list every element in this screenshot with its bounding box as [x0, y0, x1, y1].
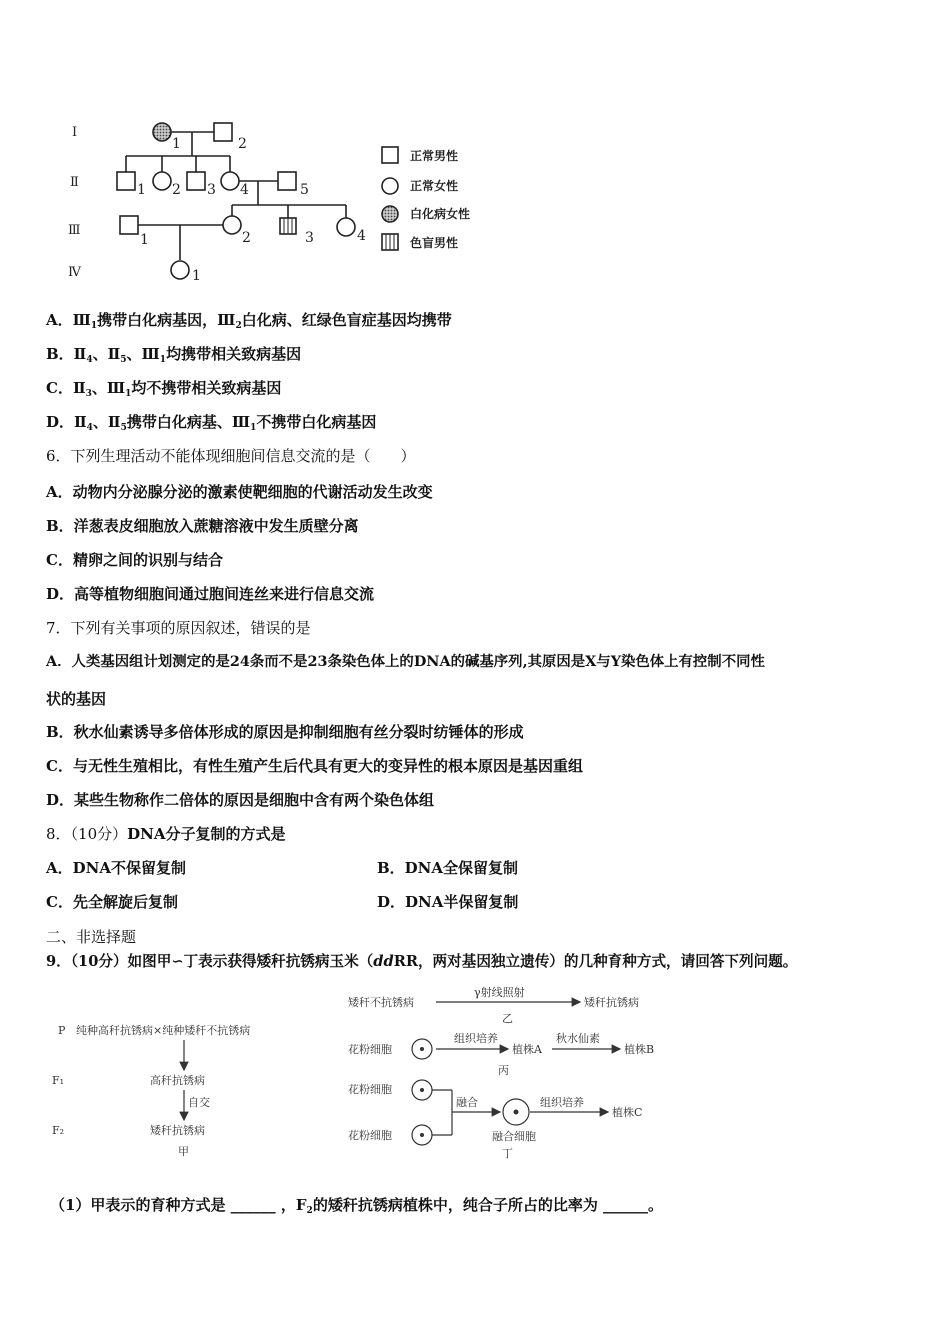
q9-stem: 9．（10分）如图甲∽丁表示获得矮秆抗锈病玉米（ddRR，两对基因独立遗传）的几种育种方式，请回答下列问题。	[46, 953, 798, 970]
bing-method2: 秋水仙素	[556, 1032, 600, 1045]
ding-plant-c: 植株C	[612, 1106, 643, 1119]
yi-method: γ射线照射	[474, 986, 525, 999]
breeding-diagram	[46, 982, 686, 1167]
jia-name: 甲	[178, 1145, 189, 1158]
generation-label-3: Ⅲ	[68, 223, 81, 238]
num-II2: 2	[172, 182, 181, 198]
male-I2	[214, 123, 232, 141]
ding-fused-cell: 融合细胞	[492, 1130, 536, 1143]
jia-p-cross: 纯种高秆抗锈病×纯种矮秆不抗锈病	[76, 1024, 251, 1037]
q8-option-a: A．DNA不保留复制	[46, 859, 186, 877]
bing-plant-b: 植株B	[624, 1043, 655, 1056]
bing-cell: 花粉细胞	[348, 1043, 392, 1056]
section-heading: 二、非选择题	[46, 928, 137, 946]
q5-option-c: C．$Ⅱ_3$、$Ⅲ_1$均不携带相关致病基因	[46, 379, 282, 399]
albino-female-I1	[153, 123, 171, 141]
bing-name: 丙	[498, 1064, 509, 1077]
q7-option-b: B．秋水仙素诱导多倍体形成的原因是抑制细胞有丝分裂时纺锤体的形成	[46, 723, 524, 741]
female-II4	[221, 172, 239, 190]
num-III1: 1	[140, 232, 149, 248]
q8-option-b: B．DNA全保留复制	[377, 859, 519, 877]
jia-f2: 矮秆抗锈病	[150, 1124, 205, 1137]
q6-option-c: C．精卵之间的识别与结合	[46, 551, 223, 569]
bing-plant-a: 植株A	[512, 1043, 542, 1056]
num-IV1: 1	[192, 268, 201, 284]
male-III1	[120, 216, 138, 234]
num-III2: 2	[242, 230, 251, 246]
jia-f1-label: F₁	[52, 1074, 65, 1087]
female-III2	[223, 216, 241, 234]
legend-male-symbol	[382, 147, 398, 163]
num-II4: 4	[240, 182, 249, 198]
num-III3: 3	[305, 230, 314, 246]
num-I2: 2	[238, 136, 247, 152]
bing-method1: 组织培养	[454, 1032, 498, 1045]
num-III4: 4	[357, 228, 366, 244]
ding-cell1: 花粉细胞	[348, 1083, 392, 1096]
q6-option-d: D．高等植物细胞间通过胞间连丝来进行信息交流	[46, 585, 375, 603]
num-II3: 3	[207, 182, 216, 198]
yi-from: 矮秆不抗锈病	[348, 996, 414, 1009]
ding-fuse: 融合	[456, 1096, 478, 1109]
q6-option-a: A．动物内分泌腺分泌的激素使靶细胞的代谢活动发生改变	[46, 483, 433, 501]
num-I1: 1	[172, 136, 181, 152]
num-II1: 1	[137, 182, 146, 198]
jia-p-label: P	[58, 1024, 66, 1037]
female-II2	[153, 172, 171, 190]
legend-female-symbol	[382, 178, 398, 194]
male-II1	[117, 172, 135, 190]
pedigree-chart	[60, 110, 500, 290]
generation-label-4: Ⅳ	[68, 265, 81, 280]
q7-stem: 7．下列有关事项的原因叙述，错误的是	[46, 619, 311, 637]
female-III4	[337, 218, 355, 236]
female-IV1	[171, 261, 189, 279]
male-II5	[278, 172, 296, 190]
legend-albino-female-symbol	[382, 206, 398, 222]
q7-option-c: C．与无性生殖相比，有性生殖产生后代具有更大的变异性的根本原因是基因重组	[46, 757, 583, 775]
q8-option-c: C．先全解旋后复制	[46, 893, 178, 911]
q7-option-a: A．人类基因组计划测定的是24条而不是23条染色体上的DNA的碱基序列,其原因是X与Y染色体上有控制不同性	[46, 653, 765, 670]
q5-option-d: D．$Ⅱ_4$、$Ⅱ_5$携带白化病基、$Ⅲ_1$不携带白化病基因	[46, 413, 377, 433]
q9-sub1: （1）甲表示的育种方式是 ______ ，$F_2$的矮秆抗锈病植株中，纯合子所占的比率为 ______。	[50, 1196, 664, 1216]
q6-stem: 6．下列生理活动不能体现细胞间信息交流的是（ ）	[46, 447, 416, 465]
generation-label-2: Ⅱ	[70, 175, 79, 190]
legend-label-colorblind-male: 色盲男性	[410, 236, 459, 250]
jia-f1: 高秆抗锈病	[150, 1074, 205, 1087]
yi-name: 乙	[502, 1012, 513, 1025]
legend-label-male: 正常男性	[410, 149, 459, 163]
ding-method: 组织培养	[540, 1096, 584, 1109]
q6-option-b: B．洋葱表皮细胞放入蔗糖溶液中发生质壁分离	[46, 517, 359, 535]
ding-name: 丁	[502, 1147, 513, 1160]
q7-option-d: D．某些生物称作二倍体的原因是细胞中含有两个染色体组	[46, 791, 435, 809]
legend-label-albino-female: 白化病女性	[410, 207, 471, 221]
q7-option-a-cont: 状的基因	[46, 690, 107, 708]
yi-to: 矮秆抗锈病	[584, 996, 639, 1009]
legend-label-female: 正常女性	[410, 179, 459, 193]
q5-option-a: A．$Ⅲ_1$携带白化病基因，$Ⅲ_2$白化病、红绿色盲症基因均携带	[46, 311, 452, 331]
q8-stem: 8．（10分）DNA分子复制的方式是	[46, 825, 286, 843]
jia-f2-label: F₂	[52, 1124, 65, 1137]
generation-label-1: Ⅰ	[72, 125, 78, 140]
q8-option-d: D．DNA半保留复制	[377, 893, 519, 911]
num-II5: 5	[300, 182, 309, 198]
q5-option-b: B．$Ⅱ_4$、$Ⅱ_5$、$Ⅲ_1$均携带相关致病基因	[46, 345, 302, 365]
ding-cell2: 花粉细胞	[348, 1129, 392, 1142]
male-II3	[187, 172, 205, 190]
jia-self: 自交	[188, 1096, 210, 1109]
